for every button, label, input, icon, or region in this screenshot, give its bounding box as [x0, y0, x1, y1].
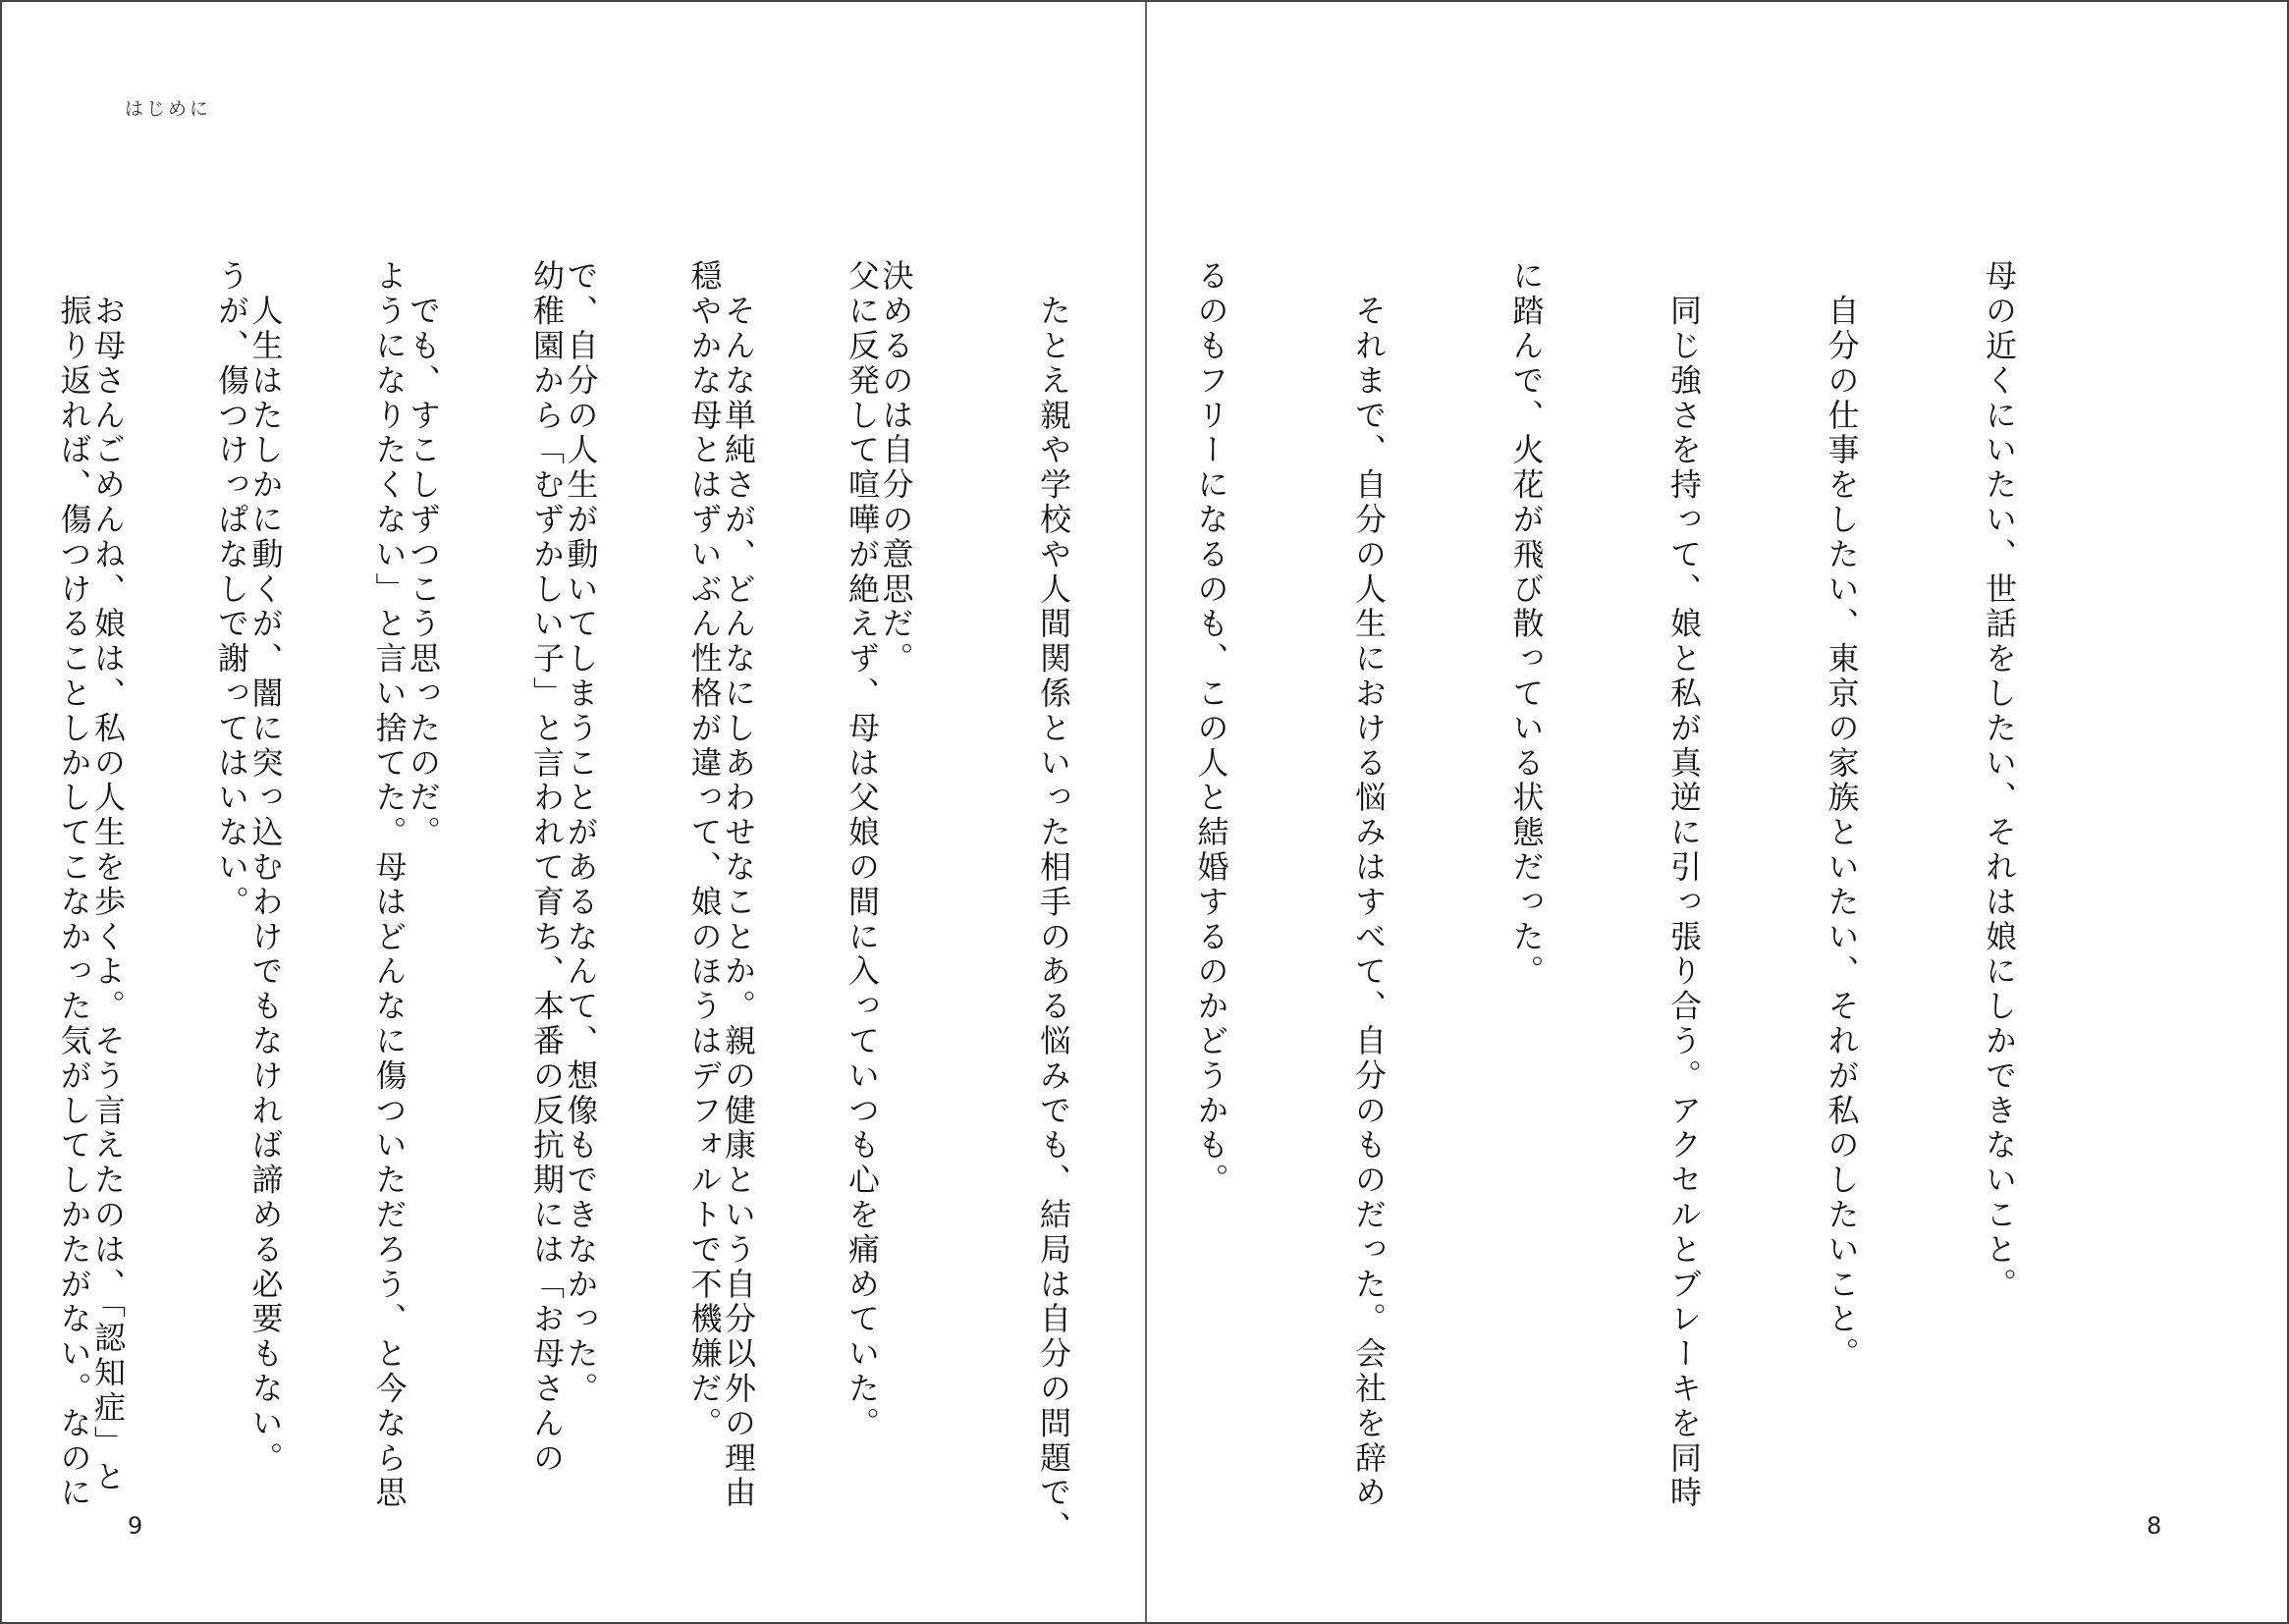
body-line: 幼稚園から「むずかしい子」と言われて育ち、本番の反抗期には「お母さんの [528, 259, 566, 1476]
body-line: たとえ親や学校や人間関係といった相手のある悩みでも、結局は自分の問題で、 [1035, 259, 1072, 1545]
body-line: それまで、自分の人生における悩みはすべて、自分のものだった。会社を辞め [1350, 259, 1388, 1511]
body-line: 自分の仕事をしたい、東京の家族といたい、それが私のしたいこと。 [1823, 259, 1861, 1372]
body-line: で、自分の人生が動いてしまうことがあるなんて、想像もできなかった。 [562, 259, 600, 1407]
right-page-body [0, 259, 2130, 1545]
body-line: 穏やかな母とはずいぶん性格が違って、娘のほうはデフォルトで不機嫌だ。 [685, 259, 724, 1441]
running-head: はじめに [125, 98, 212, 120]
body-line: るのもフリーになるのも、この人と結婚するのかどうかも。 [1192, 259, 1230, 1198]
body-line: 振り返れば、傷つけることしかしてこなかった気がしてしかたがない。なのに [55, 259, 93, 1511]
body-line: お母さんごめんね、娘は、私の人生を歩くよ。そう言えたのは、「認知症」と [89, 259, 127, 1495]
body-line: 母の近くにいたい、世話をしたい、それは娘にしかできないこと。 [1981, 259, 2018, 1302]
body-line: に踏んで、火花が飛び散っている状態だった。 [1507, 259, 1546, 990]
page-number: 8 [2147, 1512, 2162, 1540]
body-line: 同じ強さを持って、娘と私が真逆に引っ張り合う。アクセルとブレーキを同時 [1665, 259, 1703, 1511]
body-line: そんな単純さが、どんなにしあわせなことか。親の健康という自分以外の理由 [720, 259, 757, 1511]
body-line: うが、傷つけっぱなしで謝ってはいない。 [213, 259, 250, 920]
body-line: 父に反発して喧嘩が絶えず、母は父娘の間に入っていつも心を痛めていた。 [844, 259, 881, 1441]
body-line: 決めるのは自分の意思だ。 [877, 259, 915, 677]
body-line: でも、すこしずつこう思ったのだ。 [405, 259, 442, 850]
body-line: 人生はたしかに動くが、闇に突っ込むわけでもなければ諦める必要もない。 [246, 259, 285, 1476]
page-number: 9 [128, 1512, 143, 1540]
body-line: ようになりたくない」と言い捨てた。母はどんなに傷ついただろう、と今なら思 [370, 259, 409, 1511]
